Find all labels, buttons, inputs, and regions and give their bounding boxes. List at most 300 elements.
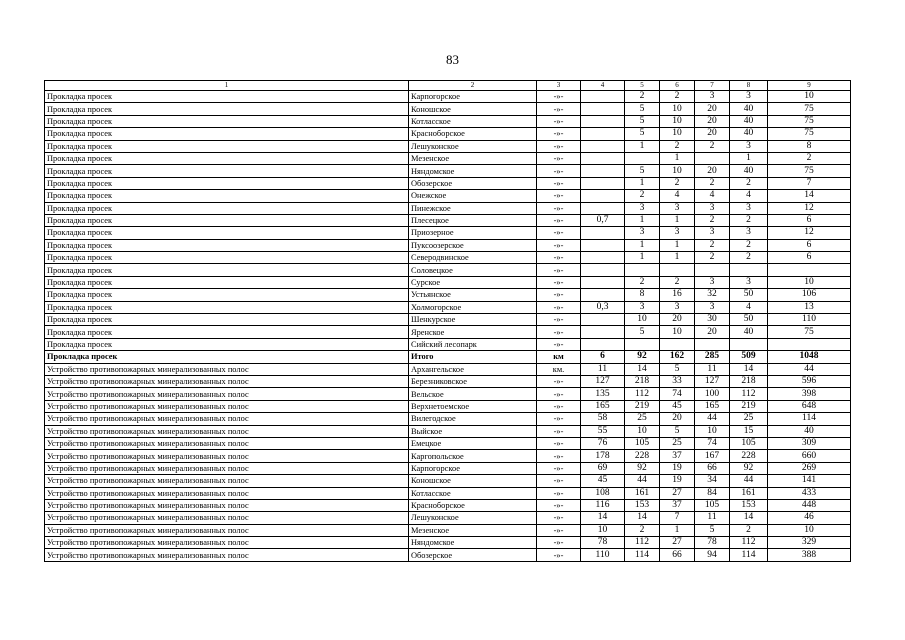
- forestry-cell: Котласское: [409, 115, 537, 127]
- value-cell: 4: [730, 190, 768, 202]
- value-cell: 161: [730, 487, 768, 499]
- value-cell: 32: [695, 289, 730, 301]
- value-cell: 20: [695, 115, 730, 127]
- table-row: [45, 499, 851, 511]
- value-cell: 165: [695, 400, 730, 412]
- table-row: [45, 425, 851, 437]
- value-cell: [695, 264, 730, 276]
- value-cell: 153: [625, 499, 660, 511]
- value-cell: 14: [730, 363, 768, 375]
- work-type-cell: Прокладка просек: [45, 103, 409, 115]
- value-cell: 6: [768, 252, 851, 264]
- value-cell: 30: [695, 314, 730, 326]
- column-number-4: 4: [581, 81, 625, 91]
- forestry-cell: Красноборское: [409, 128, 537, 140]
- value-cell: 112: [625, 537, 660, 549]
- value-cell: 11: [695, 363, 730, 375]
- unit-cell: -»-: [537, 301, 581, 313]
- value-cell: 92: [625, 462, 660, 474]
- value-cell: [768, 264, 851, 276]
- value-cell: 648: [768, 400, 851, 412]
- table-row: [45, 152, 851, 164]
- value-cell: 1: [660, 252, 695, 264]
- work-type-cell: Прокладка просек: [45, 177, 409, 189]
- value-cell: [581, 227, 625, 239]
- value-cell: 75: [768, 115, 851, 127]
- value-cell: 40: [730, 128, 768, 140]
- work-type-cell: Устройство противопожарных минерализованных полос: [45, 450, 409, 462]
- column-number-9: 9: [768, 81, 851, 91]
- value-cell: 285: [695, 351, 730, 363]
- unit-cell: -»-: [537, 239, 581, 251]
- forestry-cell: Коношское: [409, 475, 537, 487]
- work-type-cell: Устройство противопожарных минерализованных полос: [45, 475, 409, 487]
- value-cell: 14: [625, 363, 660, 375]
- value-cell: 3: [730, 140, 768, 152]
- value-cell: [581, 190, 625, 202]
- unit-cell: -»-: [537, 165, 581, 177]
- value-cell: 127: [581, 375, 625, 387]
- value-cell: 27: [660, 537, 695, 549]
- unit-cell: -»-: [537, 276, 581, 288]
- table-row: [45, 512, 851, 524]
- table-row: [45, 413, 851, 425]
- value-cell: 46: [768, 512, 851, 524]
- value-cell: 106: [768, 289, 851, 301]
- forestry-cell: Коношское: [409, 103, 537, 115]
- column-number-5: 5: [625, 81, 660, 91]
- value-cell: 10: [768, 524, 851, 536]
- table-row: [45, 190, 851, 202]
- value-cell: [695, 338, 730, 350]
- value-cell: 112: [625, 388, 660, 400]
- value-cell: 3: [660, 227, 695, 239]
- value-cell: 27: [660, 487, 695, 499]
- page-number: 83: [446, 52, 459, 67]
- value-cell: 135: [581, 388, 625, 400]
- value-cell: 5: [625, 103, 660, 115]
- unit-cell: -»-: [537, 512, 581, 524]
- value-cell: 10: [581, 524, 625, 536]
- table-row: [45, 326, 851, 338]
- work-type-cell: Прокладка просек: [45, 227, 409, 239]
- forestry-cell: Обозерское: [409, 549, 537, 561]
- table-header-row: [45, 81, 851, 91]
- value-cell: 153: [730, 499, 768, 511]
- forestry-cell: Пуксоозерское: [409, 239, 537, 251]
- value-cell: 3: [730, 91, 768, 103]
- value-cell: 6: [768, 239, 851, 251]
- value-cell: 2: [625, 276, 660, 288]
- value-cell: 50: [730, 314, 768, 326]
- table-row: [45, 400, 851, 412]
- value-cell: 112: [730, 388, 768, 400]
- value-cell: 388: [768, 549, 851, 561]
- forestry-cell: Приозерное: [409, 227, 537, 239]
- value-cell: 4: [695, 190, 730, 202]
- forestry-cell: Соловецкое: [409, 264, 537, 276]
- forestry-cell: Красноборское: [409, 499, 537, 511]
- value-cell: 269: [768, 462, 851, 474]
- table-row: [45, 115, 851, 127]
- forestry-cell: Пинежское: [409, 202, 537, 214]
- value-cell: 110: [768, 314, 851, 326]
- work-type-cell: Прокладка просек: [45, 128, 409, 140]
- work-type-cell: Прокладка просек: [45, 301, 409, 313]
- unit-cell: -»-: [537, 289, 581, 301]
- value-cell: 40: [730, 115, 768, 127]
- value-cell: 3: [695, 202, 730, 214]
- value-cell: 7: [768, 177, 851, 189]
- unit-cell: -»-: [537, 140, 581, 152]
- unit-cell: -»-: [537, 537, 581, 549]
- table-row: [45, 537, 851, 549]
- column-number-2: 2: [409, 81, 537, 91]
- value-cell: 309: [768, 437, 851, 449]
- value-cell: 3: [625, 301, 660, 313]
- unit-cell: -»-: [537, 475, 581, 487]
- table-row: [45, 165, 851, 177]
- value-cell: 5: [660, 363, 695, 375]
- work-type-cell: Прокладка просек: [45, 91, 409, 103]
- table-row: [45, 264, 851, 276]
- value-cell: 14: [730, 512, 768, 524]
- value-cell: 178: [581, 450, 625, 462]
- value-cell: [625, 338, 660, 350]
- unit-cell: -»-: [537, 524, 581, 536]
- forestry-cell: Яренское: [409, 326, 537, 338]
- value-cell: 1: [625, 252, 660, 264]
- value-cell: 74: [660, 388, 695, 400]
- forestry-cell: Лешуконское: [409, 512, 537, 524]
- value-cell: 11: [581, 363, 625, 375]
- value-cell: [581, 276, 625, 288]
- forestry-cell: Верхнетоемское: [409, 400, 537, 412]
- value-cell: 14: [768, 190, 851, 202]
- value-cell: [768, 338, 851, 350]
- unit-cell: -»-: [537, 115, 581, 127]
- unit-cell: -»-: [537, 499, 581, 511]
- value-cell: [730, 338, 768, 350]
- value-cell: [581, 264, 625, 276]
- forestry-cell: Вельское: [409, 388, 537, 400]
- value-cell: [581, 115, 625, 127]
- value-cell: 16: [660, 289, 695, 301]
- value-cell: 25: [625, 413, 660, 425]
- value-cell: 114: [768, 413, 851, 425]
- value-cell: 161: [625, 487, 660, 499]
- value-cell: 3: [695, 227, 730, 239]
- work-type-cell: Устройство противопожарных минерализованных полос: [45, 425, 409, 437]
- value-cell: 2: [625, 91, 660, 103]
- value-cell: 1: [660, 152, 695, 164]
- value-cell: 40: [730, 103, 768, 115]
- value-cell: 2: [660, 140, 695, 152]
- forestry-cell: Лешуконское: [409, 140, 537, 152]
- value-cell: 2: [695, 239, 730, 251]
- value-cell: 0,7: [581, 214, 625, 226]
- value-cell: 1: [730, 152, 768, 164]
- value-cell: [581, 91, 625, 103]
- value-cell: 218: [625, 375, 660, 387]
- work-type-cell: Прокладка просек: [45, 140, 409, 152]
- value-cell: 76: [581, 437, 625, 449]
- value-cell: 58: [581, 413, 625, 425]
- unit-cell: -»-: [537, 264, 581, 276]
- forestry-cell: Карпогорское: [409, 91, 537, 103]
- work-type-cell: Устройство противопожарных минерализованных полос: [45, 388, 409, 400]
- value-cell: 75: [768, 128, 851, 140]
- table-row: [45, 140, 851, 152]
- value-cell: 127: [695, 375, 730, 387]
- value-cell: 45: [581, 475, 625, 487]
- table-row: [45, 214, 851, 226]
- value-cell: 1: [625, 239, 660, 251]
- value-cell: 100: [695, 388, 730, 400]
- forestry-cell: Каргопольское: [409, 450, 537, 462]
- unit-cell: -»-: [537, 462, 581, 474]
- work-type-cell: Устройство противопожарных минерализованных полос: [45, 487, 409, 499]
- value-cell: 596: [768, 375, 851, 387]
- value-cell: [581, 165, 625, 177]
- value-cell: 228: [625, 450, 660, 462]
- value-cell: 398: [768, 388, 851, 400]
- value-cell: 20: [695, 103, 730, 115]
- table-row: [45, 549, 851, 561]
- value-cell: 1: [625, 140, 660, 152]
- table-row: [45, 103, 851, 115]
- value-cell: 2: [730, 524, 768, 536]
- value-cell: 3: [695, 301, 730, 313]
- value-cell: 112: [730, 537, 768, 549]
- value-cell: 448: [768, 499, 851, 511]
- value-cell: 1: [625, 214, 660, 226]
- unit-cell: -»-: [537, 450, 581, 462]
- value-cell: 5: [695, 524, 730, 536]
- forestry-cell: Емецкое: [409, 437, 537, 449]
- value-cell: 20: [660, 413, 695, 425]
- work-type-cell: Прокладка просек: [45, 264, 409, 276]
- value-cell: 2: [695, 140, 730, 152]
- value-cell: [581, 289, 625, 301]
- table-row: [45, 202, 851, 214]
- value-cell: 2: [695, 252, 730, 264]
- work-type-cell: Прокладка просек: [45, 214, 409, 226]
- value-cell: 44: [695, 413, 730, 425]
- forestry-cell: Сурское: [409, 276, 537, 288]
- value-cell: [625, 152, 660, 164]
- value-cell: [695, 152, 730, 164]
- forestry-cell: Итого: [409, 351, 537, 363]
- unit-cell: -»-: [537, 177, 581, 189]
- unit-cell: -»-: [537, 549, 581, 561]
- value-cell: [660, 264, 695, 276]
- column-number-7: 7: [695, 81, 730, 91]
- value-cell: 14: [581, 512, 625, 524]
- work-type-cell: Устройство противопожарных минерализованных полос: [45, 400, 409, 412]
- data-table: [44, 80, 851, 562]
- value-cell: 13: [768, 301, 851, 313]
- value-cell: 10: [695, 425, 730, 437]
- table-row: [45, 177, 851, 189]
- value-cell: 219: [625, 400, 660, 412]
- value-cell: 92: [625, 351, 660, 363]
- value-cell: 5: [625, 115, 660, 127]
- value-cell: 1: [660, 239, 695, 251]
- forestry-cell: Северодвинское: [409, 252, 537, 264]
- value-cell: 2: [730, 239, 768, 251]
- value-cell: 2: [660, 177, 695, 189]
- work-type-cell: Устройство противопожарных минерализованных полос: [45, 363, 409, 375]
- value-cell: 10: [660, 115, 695, 127]
- table-row: [45, 301, 851, 313]
- value-cell: 92: [730, 462, 768, 474]
- value-cell: 3: [625, 227, 660, 239]
- value-cell: 218: [730, 375, 768, 387]
- value-cell: 162: [660, 351, 695, 363]
- value-cell: 10: [660, 165, 695, 177]
- value-cell: 37: [660, 450, 695, 462]
- value-cell: 1: [660, 524, 695, 536]
- table-row: [45, 375, 851, 387]
- work-type-cell: Устройство противопожарных минерализованных полос: [45, 437, 409, 449]
- work-type-cell: Устройство противопожарных минерализованных полос: [45, 499, 409, 511]
- value-cell: 11: [695, 512, 730, 524]
- forestry-cell: Обозерское: [409, 177, 537, 189]
- value-cell: 114: [625, 549, 660, 561]
- value-cell: [581, 314, 625, 326]
- work-type-cell: Устройство противопожарных минерализованных полос: [45, 537, 409, 549]
- value-cell: 37: [660, 499, 695, 511]
- work-type-cell: Прокладка просек: [45, 190, 409, 202]
- value-cell: 3: [660, 202, 695, 214]
- value-cell: 2: [768, 152, 851, 164]
- value-cell: 19: [660, 462, 695, 474]
- value-cell: 4: [730, 301, 768, 313]
- value-cell: 74: [695, 437, 730, 449]
- table-row: [45, 91, 851, 103]
- value-cell: 509: [730, 351, 768, 363]
- value-cell: 55: [581, 425, 625, 437]
- unit-cell: -»-: [537, 400, 581, 412]
- table-row: [45, 338, 851, 350]
- unit-cell: -»-: [537, 214, 581, 226]
- unit-cell: -»-: [537, 128, 581, 140]
- value-cell: [581, 152, 625, 164]
- value-cell: 10: [768, 276, 851, 288]
- value-cell: 78: [695, 537, 730, 549]
- unit-cell: -»-: [537, 375, 581, 387]
- table-row: [45, 437, 851, 449]
- value-cell: 4: [660, 190, 695, 202]
- value-cell: 105: [625, 437, 660, 449]
- value-cell: 3: [730, 202, 768, 214]
- unit-cell: -»-: [537, 326, 581, 338]
- work-type-cell: Прокладка просек: [45, 115, 409, 127]
- value-cell: 20: [695, 128, 730, 140]
- forestry-cell: Устьянское: [409, 289, 537, 301]
- value-cell: [581, 326, 625, 338]
- value-cell: 66: [660, 549, 695, 561]
- value-cell: 10: [768, 91, 851, 103]
- value-cell: 84: [695, 487, 730, 499]
- value-cell: 105: [730, 437, 768, 449]
- value-cell: 50: [730, 289, 768, 301]
- work-type-cell: Прокладка просек: [45, 314, 409, 326]
- value-cell: 3: [695, 91, 730, 103]
- forestry-cell: Няндомское: [409, 537, 537, 549]
- value-cell: 165: [581, 400, 625, 412]
- unit-cell: -»-: [537, 91, 581, 103]
- table-row: [45, 524, 851, 536]
- value-cell: [581, 239, 625, 251]
- value-cell: [730, 264, 768, 276]
- value-cell: 3: [730, 227, 768, 239]
- unit-cell: -»-: [537, 437, 581, 449]
- value-cell: 2: [695, 177, 730, 189]
- unit-cell: -»-: [537, 314, 581, 326]
- value-cell: [581, 202, 625, 214]
- work-type-cell: Прокладка просек: [45, 152, 409, 164]
- value-cell: 2: [730, 214, 768, 226]
- value-cell: 7: [660, 512, 695, 524]
- table-row: [45, 289, 851, 301]
- table-row: [45, 388, 851, 400]
- work-type-cell: Прокладка просек: [45, 252, 409, 264]
- value-cell: 40: [730, 165, 768, 177]
- unit-cell: -»-: [537, 252, 581, 264]
- value-cell: 2: [730, 177, 768, 189]
- value-cell: 2: [660, 276, 695, 288]
- table-row: [45, 487, 851, 499]
- value-cell: [581, 140, 625, 152]
- value-cell: 20: [660, 314, 695, 326]
- forestry-cell: Холмогорское: [409, 301, 537, 313]
- work-type-cell: Прокладка просек: [45, 276, 409, 288]
- value-cell: [581, 103, 625, 115]
- value-cell: 45: [660, 400, 695, 412]
- value-cell: 12: [768, 202, 851, 214]
- unit-cell: км.: [537, 363, 581, 375]
- column-number-1: 1: [45, 81, 409, 91]
- value-cell: [581, 128, 625, 140]
- value-cell: 10: [660, 128, 695, 140]
- value-cell: 40: [730, 326, 768, 338]
- value-cell: 105: [695, 499, 730, 511]
- work-type-cell: Прокладка просек: [45, 202, 409, 214]
- value-cell: 5: [625, 128, 660, 140]
- value-cell: 3: [730, 276, 768, 288]
- forestry-cell: Онежское: [409, 190, 537, 202]
- value-cell: 34: [695, 475, 730, 487]
- table-row: [45, 276, 851, 288]
- value-cell: 12: [768, 227, 851, 239]
- value-cell: 20: [695, 165, 730, 177]
- value-cell: 5: [625, 326, 660, 338]
- work-type-cell: Устройство противопожарных минерализованных полос: [45, 512, 409, 524]
- forestry-cell: Березниковское: [409, 375, 537, 387]
- value-cell: 10: [625, 425, 660, 437]
- value-cell: 5: [660, 425, 695, 437]
- value-cell: 219: [730, 400, 768, 412]
- work-type-cell: Устройство противопожарных минерализованных полос: [45, 413, 409, 425]
- value-cell: [581, 252, 625, 264]
- value-cell: [581, 177, 625, 189]
- column-number-6: 6: [660, 81, 695, 91]
- value-cell: 10: [660, 326, 695, 338]
- value-cell: 78: [581, 537, 625, 549]
- value-cell: 10: [625, 314, 660, 326]
